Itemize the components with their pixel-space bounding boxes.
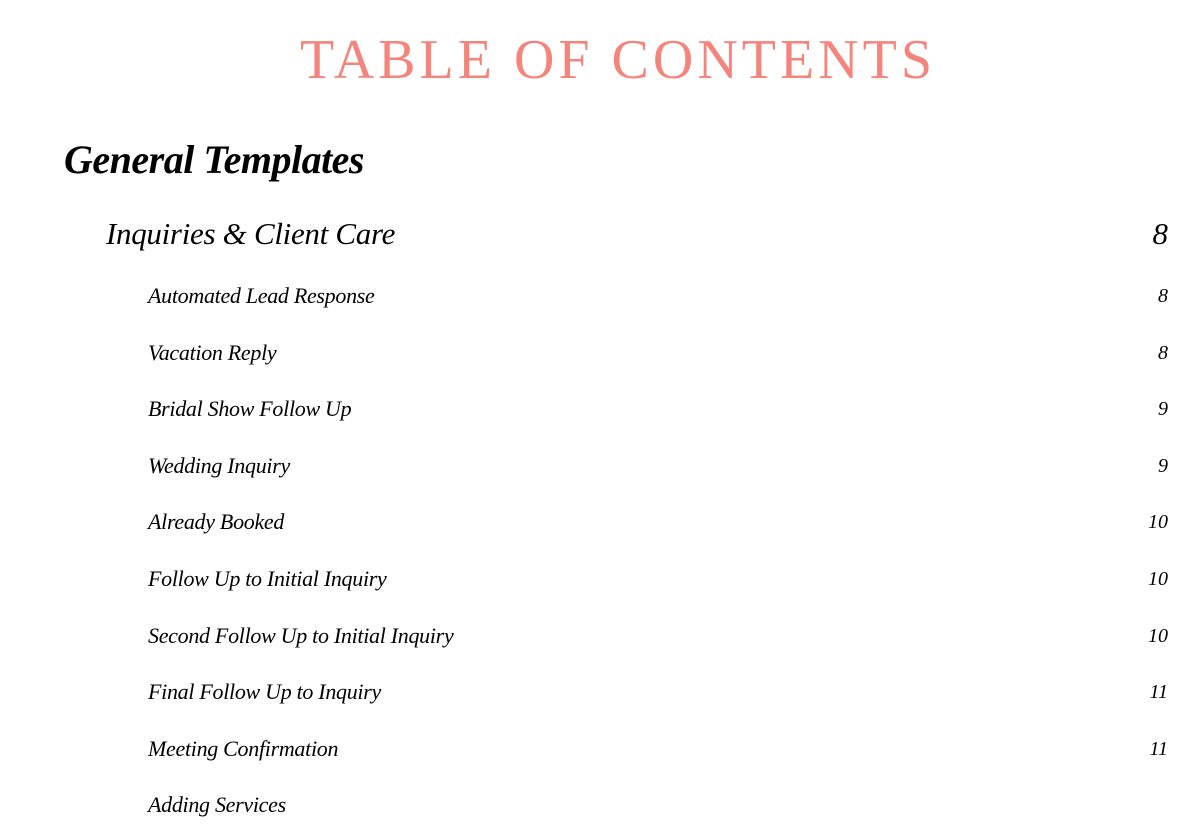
toc-entry[interactable] xyxy=(148,618,1168,675)
toc-entry-label: Adding Services xyxy=(148,792,286,818)
toc-entry-label: Final Follow Up to Inquiry xyxy=(148,679,381,705)
subsection-row[interactable] xyxy=(106,212,1168,256)
toc-entry[interactable] xyxy=(148,504,1168,561)
toc-entry[interactable] xyxy=(148,674,1168,731)
toc-entry-label: Wedding Inquiry xyxy=(148,452,290,478)
toc-entry-label: Bridal Show Follow Up xyxy=(148,396,352,422)
toc-entry-label: Meeting Confirmation xyxy=(148,735,339,761)
toc-entry[interactable] xyxy=(148,278,1168,335)
toc-entry[interactable] xyxy=(148,335,1168,392)
toc-entry[interactable] xyxy=(148,561,1168,618)
subsection-page-number: 8 xyxy=(1152,216,1168,251)
toc-entry-page-number: 10 xyxy=(1148,624,1168,647)
toc-entry-list xyxy=(148,278,1168,827)
page-title: TABLE OF CONTENTS xyxy=(300,29,936,91)
toc-entry-label: Follow Up to Initial Inquiry xyxy=(148,565,387,591)
toc-entry-label: Vacation Reply xyxy=(148,339,277,365)
toc-entry-page-number: 11 xyxy=(1149,737,1168,760)
subsection-label: Inquiries & Client Care xyxy=(106,216,396,251)
toc-entry-label: Already Booked xyxy=(148,509,285,535)
toc-entry-page-number: 11 xyxy=(1149,681,1168,704)
section-heading: General Templates xyxy=(64,137,364,182)
toc-entry-page-number: 10 xyxy=(1148,567,1168,590)
toc-entry-label: Second Follow Up to Initial Inquiry xyxy=(148,622,454,648)
toc-entry[interactable] xyxy=(148,787,1168,827)
toc-entry-page-number: 8 xyxy=(1158,285,1168,307)
toc-entry[interactable] xyxy=(148,448,1168,505)
toc-entry[interactable] xyxy=(148,391,1168,448)
toc-entry-page-number: 10 xyxy=(1148,511,1168,534)
toc-entry-page-number: 9 xyxy=(1158,398,1168,421)
toc-entry-label: Automated Lead Response xyxy=(148,283,375,308)
toc-entry-page-number: 8 xyxy=(1158,341,1168,364)
toc-entry-page-number: 9 xyxy=(1158,454,1168,477)
toc-entry[interactable] xyxy=(148,731,1168,788)
